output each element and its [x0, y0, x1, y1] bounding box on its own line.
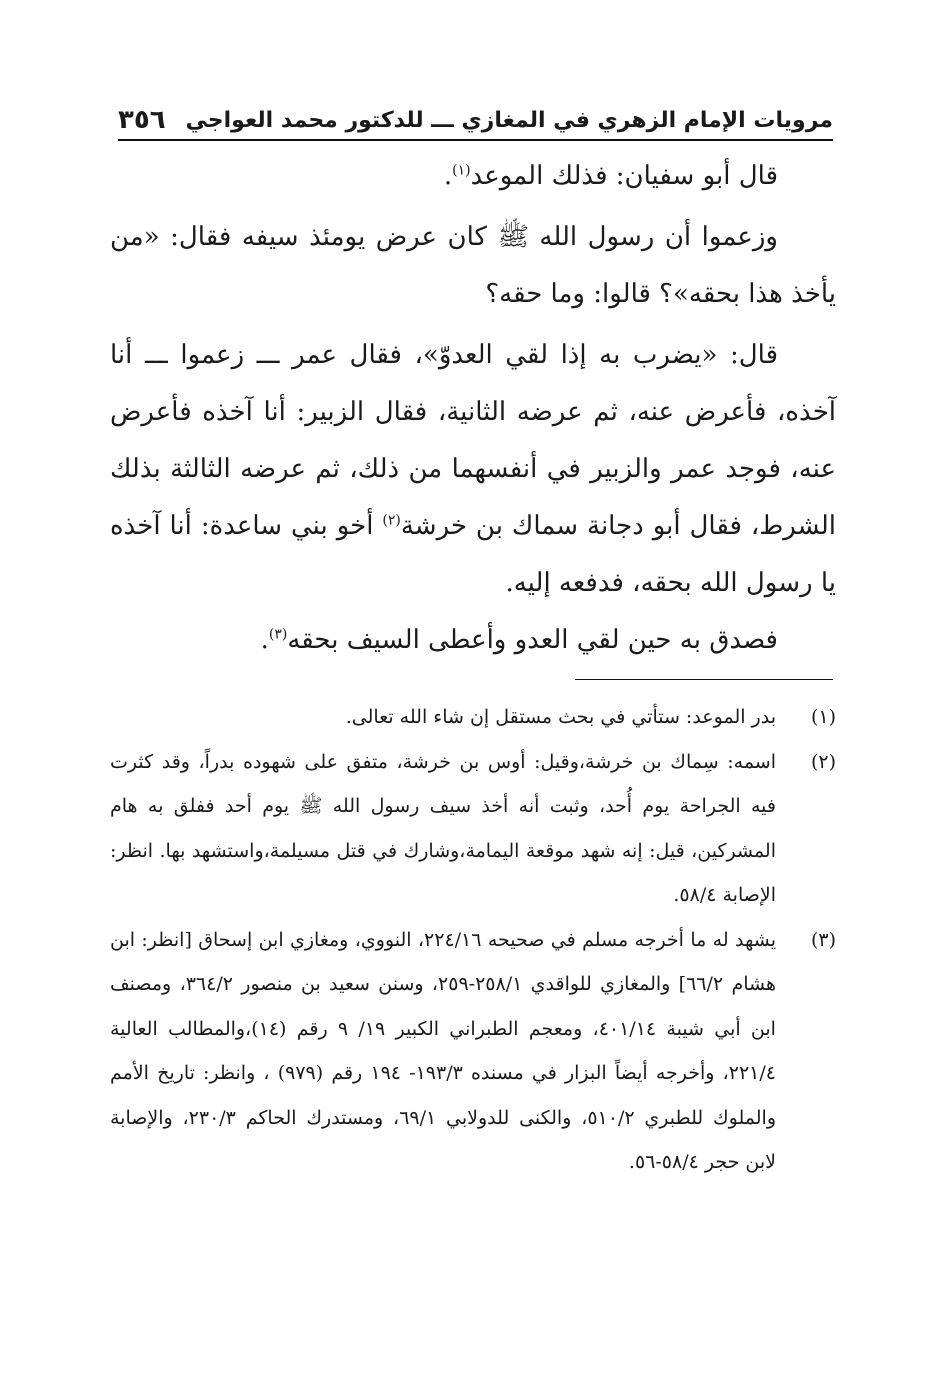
footnote-separator	[575, 679, 833, 680]
footnote-1	[110, 695, 836, 740]
paragraph-4-end: .	[260, 625, 269, 655]
paragraph-1	[110, 148, 836, 205]
paragraph-3-text-before: قال: «يضرب به إذا لقي العدوّ»، فقال عمر ـــ زعموا ـــ أنا آخذه، فأعرض عنه، ثم عرضه الثانية، فقال الزبير: أنا آخذه فأعرض عنه، فوجد عمر والزبير في أنفسهما من ذلك، ثم عرضه الثالثة بذلك الشرط، فقال أبو دجانة سماك بن خرشة	[110, 340, 836, 541]
main-text	[110, 148, 836, 669]
footnote-3	[110, 918, 836, 1185]
footnote-ref-2[interactable]: (٢)	[382, 512, 401, 529]
footnote-number: (١)	[810, 706, 836, 728]
paragraph-3-text-after: أخو بني ساعدة: أنا آخذه يا رسول الله بحقه، فدفعه إليه.	[110, 511, 836, 598]
footnotes	[110, 695, 836, 1185]
paragraph-1-text: قال أبو سفيان: فذلك الموعد	[470, 161, 778, 191]
paragraph-4-text: فصدق به حين لقي العدو وأعطى السيف بحقه	[287, 625, 778, 655]
footnote-text: يشهد له ما أخرجه مسلم في صحيحه ٢٢٤/١٦، النووي، ومغازي ابن إسحاق [انظر: ابن هشام ٦٦/٢] والمغازي للواقدي ٢٥٨/١-٢٥٩، وسنن سعيد بن منصور ٣٦٤/٢، ومصنف ابن أبي شيبة ٤٠١/١٤، ومعجم الطبراني الكبير ١٩/ ٩ رقم (١٤)،والمطالب العالية ٢٢١/٤، وأخرجه أيضاً البزار في مسنده ١٩٣/٣- ١٩٤ رقم (٩٧٩) ، وانظر: تاريخ الأمم والملوك للطبري ٥١٠/٢، والكنى للدولابي ٦٩/١، ومستدرك الحاكم ٢٣٠/٣، والإصابة لابن حجر ٥٨/٤-٥٦.	[110, 928, 776, 1173]
paragraph-4	[110, 612, 836, 669]
footnote-number: (٣)	[810, 928, 836, 951]
paragraph-3	[110, 327, 836, 612]
footnote-text: بدر الموعد: ستأتي في بحث مستقل إن شاء الله تعالى.	[345, 706, 776, 728]
footnote-ref-3[interactable]: (٣)	[268, 626, 288, 643]
header-rule	[118, 139, 833, 141]
page-number: ٣٥٦	[118, 105, 166, 135]
footnote-2	[110, 740, 836, 918]
running-header	[118, 100, 833, 140]
paragraph-1-end: .	[443, 161, 453, 191]
running-title: مرويات الإمام الزهري في المغازي ـــ للدكتور محمد العواجي	[185, 107, 833, 133]
footnote-text: اسمه: سِماك بن خرشة،وقيل: أوس بن خرشة، متفق على شهوده بدراً، وقد كثرت فيه الجراحة يوم أُحد، وثبت أنه أخذ سيف رسول الله ﷺ يوم أحد ففلق به هام المشركين، قيل: إنه شهد موقعة اليمامة،وشارك في قتل مسيلمة،واستشهد بها. انظر: الإصابة ٥٨/٤.	[110, 750, 776, 906]
paragraph-2-text: وزعموا أن رسول الله ﷺ كان عرض يومئذ سيفه فقال: «من يأخذ هذا بحقه»؟ قالوا: وما حقه؟	[110, 222, 836, 309]
footnote-number: (٢)	[810, 750, 836, 773]
paragraph-2	[110, 209, 836, 323]
footnote-ref-1[interactable]: (١)	[452, 162, 471, 179]
